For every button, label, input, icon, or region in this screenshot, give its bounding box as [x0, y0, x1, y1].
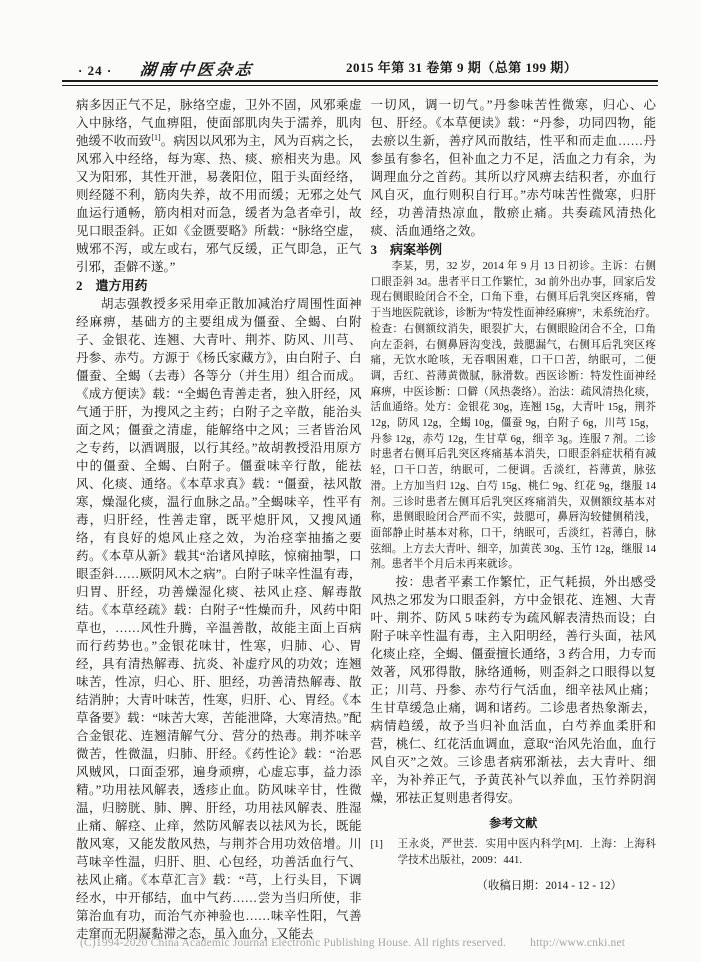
journal-title: 湖南中医杂志: [139, 62, 255, 79]
commentary-paragraph: 按：患者平素工作繁忙，正气耗损，外出感受风热之邪发为口眼歪斜，方中金银花、连翘、大青叶、荆芥、防风 5 味药专为疏风解表清热而设；白附子味辛性温有毒，主入阳明经，善行头面，祛风化痰止痉，全蝎、僵蚕擅长通络，3 药合用，力专而效著，风邪得散，脉络通畅，则歪斜之口眼得以复正；川芎、丹参、赤芍行气活血，细辛祛风止痛；生甘草缓急止痛，调和诸药。二诊患者热象渐去，病情趋缓，故予当归补血活血，白芍养血柔肝和营，桃仁、红花活血调血，意取“治风先治血，血行风自灭”之效。三诊患者病邪渐祛，去大青叶、细辛，为补养正气，予黄芪补气以养血，玉竹养阴润燥，邪祛正复则患者得安。: [370, 575, 656, 806]
reference-text: 王永炎，严世芸．实用中医内科学[M]．上海：上海科学技术出版社，2009：441.: [397, 839, 656, 867]
page-header: [78, 57, 657, 80]
footer-copyright: (C)1994-2020 China Academic Journal Electronic Publishing House. All rights reserved.: [80, 937, 507, 949]
section-heading-prescription: [76, 276, 362, 295]
header-divider: [62, 80, 658, 86]
article-body: [76, 96, 656, 943]
section-number: 2: [76, 278, 83, 293]
issue-info: 2015 年第 31 卷第 9 期（总第 199 期）: [346, 60, 578, 75]
reference-label: [1]: [370, 839, 383, 851]
section-title: 病案举例: [390, 242, 443, 257]
references-heading: 参考文献: [489, 816, 538, 831]
left-column: [76, 96, 362, 943]
intro-text-before-citation: 病多因正气不足，脉络空虚，卫外不固，风邪乘虚入中脉络，气血痹阻，使面部肌肉失于濡养，肌肉弛缓不收而致: [76, 98, 362, 148]
page-footer: [80, 937, 661, 949]
intro-paragraph: [76, 96, 362, 276]
intro-text-after-citation: 。病因以风邪为主，风为百病之长，风邪入中经络，每为寒、热、痰、瘀相夹为患。风又为阳邪，其性开泄，易袭阳位，阻于头面经络，则经隧不利，筋肉失养，故不用而缓；无邪之处气血运行通畅，筋肉相对而急，缓者为急者牵引，故见口眼歪斜。正如《金匮要略》所载：“脉络空虚，贼邪不泻，或左或右，邪气反缓，正气即急，正气引邪，歪僻不遂。”: [76, 134, 362, 274]
right-column: [371, 96, 657, 943]
section-number: 3: [370, 242, 377, 257]
citation-superscript: [1]: [151, 132, 161, 142]
section-title: 遣方用药: [95, 278, 148, 293]
page-number: · 24 ·: [78, 63, 113, 78]
received-date: （收稿日期：2014 - 12 - 12）: [476, 880, 622, 893]
section-heading-case: [371, 240, 657, 259]
continuation-paragraph: 一切风，调一切气。”丹参味苦性微寒，归心、心包、肝经。《本草便读》载：“丹参，功同四物，能去瘀以生新，善疗风而散结，性平和而走血……丹参虽有参名，但补血之力不足，活血之力有余，为调理血分之首药。其所以疗风痹去结积者，亦血行风自灭，血行则积自行耳。”赤芍味苦性微寒，归肝经，功善清热凉血，散瘀止痛。共奏疏风清热化痰、活血通络之效。: [370, 98, 656, 238]
body-paragraph: 胡志强教授多采用牵正散加减治疗周围性面神经麻痹，基础方的主要组成为僵蚕、全蝎、白附子、金银花、连翘、大青叶、荆芥、防风、川芎、丹参、赤芍。方源于《杨氏家藏方》，由白附子、白僵蚕、全蝎（去毒）各等分（并生用）组合而成。《成方便读》载：“全蝎色青善走者，独入肝经，风气通于肝，为搜风之主药；白附子之辛散，能治头面之风；僵蚕之清虚，能解络中之风；三者皆治风之专药，以酒调服，以行其经。”故胡教授沿用原方中的僵蚕、全蝎、白附子。僵蚕味辛行散，能祛风、化痰、通络。《本草求真》载：“僵蚕，祛风散寒，燥湿化痰，温行血脉之品。”全蝎味辛，性平有毒，归肝经，性善走窜，既平熄肝风，又搜风通络，有良好的熄风止痉之效，为治痉挛抽搐之要药。《本草从新》载其“治诸风掉眩，惊痫抽掣，口眼歪斜……厥阴风木之病”。白附子味辛性温有毒，归胃、肝经，功善燥湿化痰、祛风止痉、解毒散结。《本草经疏》载：白附子“性燥而升，风药中阳草也，……风性升腾，辛温善散，故能主面上百病而行药势也。”金银花味甘，性寒，归肺、心、胃经，具有清热解毒、抗炎、补虚疗风的功效；连翘味苦，性凉，归心、肝、胆经，功善清热解毒、散结消肿；大青叶味苦，性寒，归肝、心、胃经。《本草备要》载：“味苦大寒，苦能泄降，大寒清热。”配合金银花、连翘清解气分、营分的热毒。荆芥味辛微苦，性微温，归肺、肝经。《药性论》载：“治恶风贼风，口面歪邪，遍身顽痹，心虚忘事，益力添精。”功用祛风解表，透疹止血。防风味辛甘，性微温，归膀胱、肺、脾、肝经，功用祛风解表、胜湿止痛、解痉、止痒，然防风解表以祛风为长，既能散风寒，又能发散风热，与荆芥合用功效倍增。川芎味辛性温，归肝、胆、心包经，功善活血行气、祛风止痛。《本草汇言》载：“芎，上行头目，下调经水，中开郁结，血中气药……尝为当归所使，非第治血有功，而治气亦神验也……味辛性阳，气善走窜而无阴凝黏滞之态，虽入血分，又能去: [76, 297, 362, 941]
footer-url: http://www.cnki.net: [530, 937, 626, 949]
reference-item: [371, 837, 657, 869]
case-paragraph: 李某，男，32 岁，2014 年 9 月 13 日初诊。主诉：右侧口眼歪斜 3d。患者平日工作繁忙，3d 前外出办事，回家后发现右侧眼睑闭合不全，口角下垂，右侧耳后乳突区疼痛，曾于当地医院就诊，诊断为“特发性面神经麻痹”，未系统治疗。检查：右侧额纹消失，眼裂扩大，右侧眼睑闭合不全，口角向左歪斜，右侧鼻唇沟变浅，鼓腮漏气，右侧耳后乳突区疼痛，无饮水呛咳，无吞咽困难，口干口苦，纳眠可，二便调，舌红、苔薄黄微腻，脉滑数。西医诊断：特发性面神经麻痹，中医诊断：口僻（风热袭络）。治法：疏风清热化痰，活血通络。处方：金银花 30g，连翘 15g，大青叶 15g，荆芥 12g，防风 12g，全蝎 10g，僵蚕 9g，白附子 6g，川芎 15g，丹参 12g，赤芍 12g，生甘草 6g，细辛 3g。连服 7 剂。二诊时患者右侧耳后乳突区疼痛基本消失，口眼歪斜症状稍有减轻，口干口苦，纳眠可，二便调。舌淡红，苔薄黄，脉弦滑。上方加当归 12g、白芍 15g、桃仁 9g、红花 9g，继服 14 剂。三诊时患者左侧耳后乳突区疼痛消失，双侧额纹基本对称，患侧眼睑闭合严而不实，鼓腮可，鼻唇沟较健侧稍浅，面部静止时基本对称，口干，纳眠可，舌淡红，苔薄白，脉弦细。上方去大青叶、细辛，加黄芪 30g、玉竹 12g，继服 14 剂。患者半个月后未再来就诊。: [370, 261, 656, 571]
